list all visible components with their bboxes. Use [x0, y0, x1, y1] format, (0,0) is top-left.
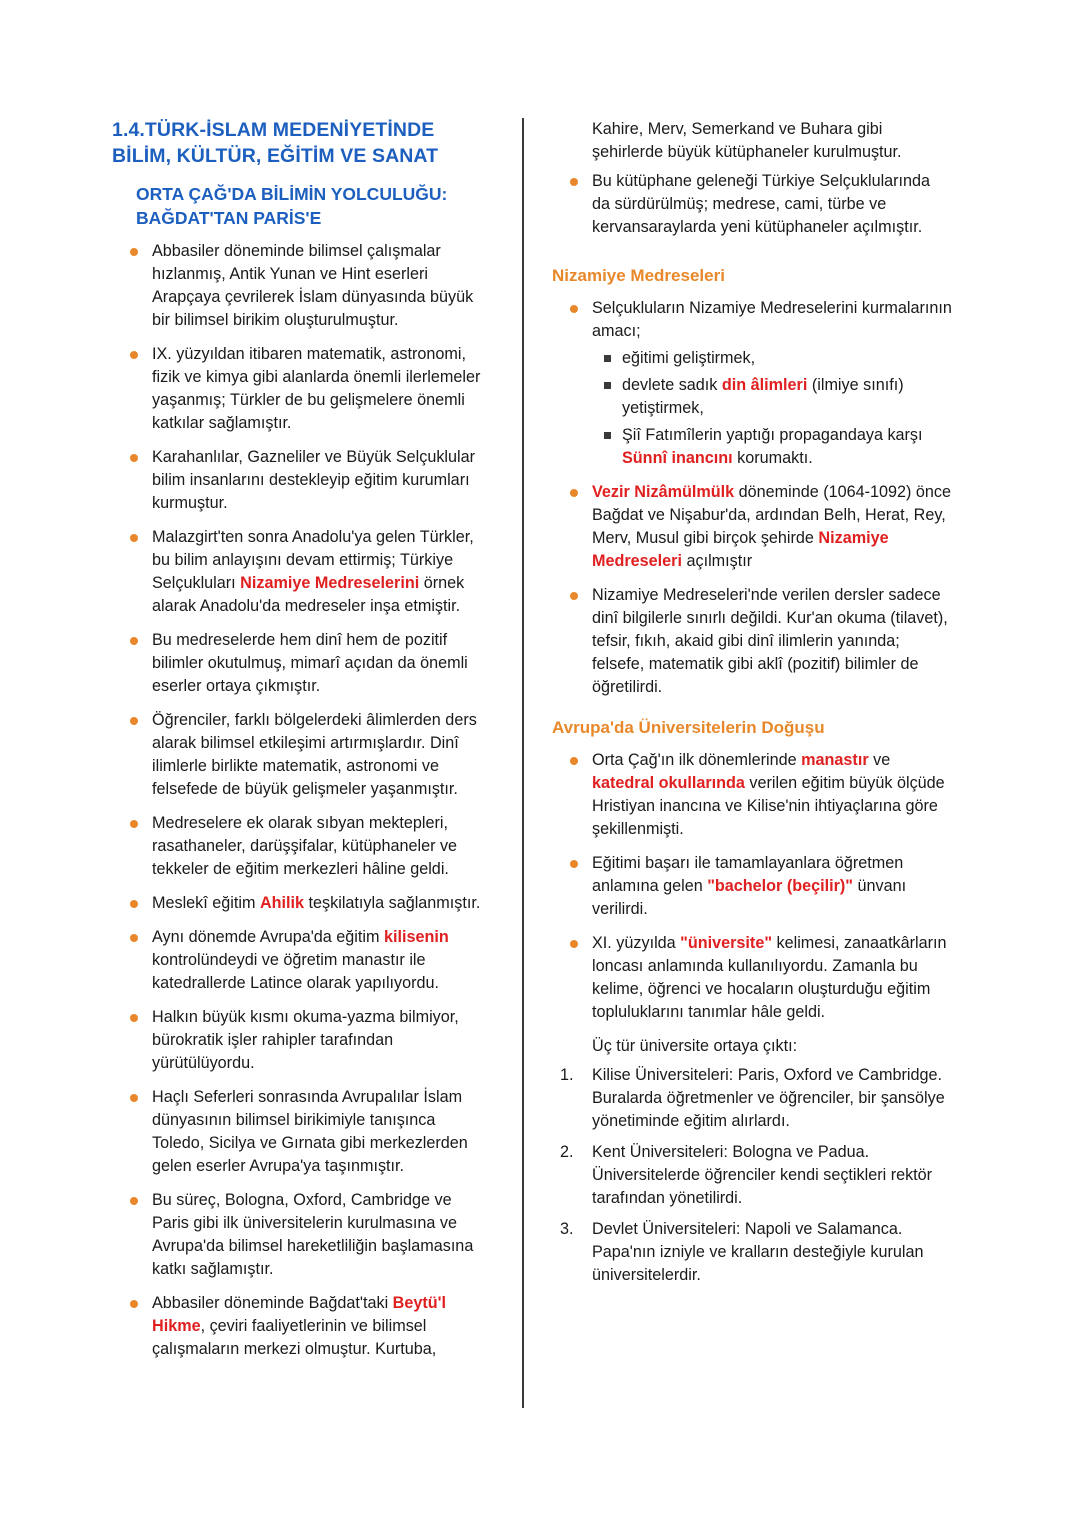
bullet-text-part1: Eğitimi başarı ile tamamlayanlara öğretmen anlamına gelen [592, 854, 904, 896]
bullet-text-part2: teşkilatıyla sağlanmıştır. [304, 894, 481, 912]
numbered-text: Devlet Üniversiteleri: Napoli ve Salamanca. Papa'nın izniyle ve kralların desteğiyle kurulan üniversitelerdir. [592, 1220, 924, 1285]
bullet-text-part2: açılmıştır [681, 552, 753, 571]
sub-text-before: eğitimi geliştirmek, [622, 349, 756, 368]
bullet-text: Nizamiye Medreseleri'nde verilen dersler sadece dinî bilgilerle sınırlı değildi. Kur'an okuma (tilavet), tefsir, fıkıh, akaid gibi dinî ilimlerin yanında; felsefe, matematik gibi aklî (pozitif) bilimler de öğretilirdi. [592, 586, 948, 697]
list-item [112, 812, 488, 881]
list-item-kilise [112, 926, 488, 995]
highlight-vezir-nizamulmulk: Vezir Nizâmülmülk [592, 483, 735, 502]
avrupa-heading: Avrupa'da Üniversitelerin Doğuşu [552, 718, 825, 738]
sub-list-item [592, 347, 952, 370]
universite-numbered-list [552, 1064, 952, 1287]
sub-text-after: (ilmiye sınıfı) yetiştirmek, [622, 376, 904, 418]
nizamiye-heading: Nizamiye Medreseleri [552, 266, 725, 285]
bullet-text: Öğrenciler, farklı bölgelerdeki âlimlerden ders alarak bilimsel etkileşimi artırmışlardır. Dinî ilimlerle birlikte matematik, astronomi ve felsefede de büyük gelişmeler yaşanmıştır. [152, 711, 477, 798]
list-item [552, 584, 952, 699]
bullet-text: Karahanlılar, Gazneliler ve Büyük Selçuklular bilim insanlarını destekleyip eğitim kurumları kurmuştur. [152, 448, 476, 512]
column-divider [522, 118, 524, 1408]
bullet-text-part1: Malazgirt'ten sonra Anadolu'ya gelen Türkler, bu bilim anlayışını devam ettirmiş; Türkiye Selçukluları [152, 528, 474, 592]
bullet-text: Haçlı Seferleri sonrasında Avrupalılar İslam dünyasının bilimsel birikimiyle tanışınca Toledo, Sicilya ve Gırnata gibi merkezlerden gelen eserler Avrupa'ya taşınmıştır. [152, 1088, 468, 1175]
bullet-text: Medreselere ek olarak sıbyan mektepleri, rasathaneler, darüşşifalar, kütüphaneler ve tekkeler de eğitim merkezleri hâline geldi. [152, 814, 458, 878]
sub-text-before: Şiî Fatımîlerin yaptığı propagandaya karşı [622, 426, 923, 445]
right-column [552, 118, 952, 1418]
bullet-text: Halkın büyük kısmı okuma-yazma bilmiyor, bürokratik işler rahipler tarafından yürütülüyordu. [152, 1008, 459, 1072]
list-item-beytul-hikme [112, 1292, 488, 1361]
numbered-text: Kilise Üniversiteleri: Paris, Oxford ve Cambridge. Buralarda öğretmenler ve öğrenciler, bir şansölye yönetiminde eğitim alırlardı. [592, 1066, 945, 1131]
bullet-text: Bu kütüphane geleneği Türkiye Selçuklularında da sürdürülmüş; medrese, cami, türbe ve kervansaraylarda yeni kütüphaneler açılmıştır. [592, 172, 931, 236]
highlight-nizamiye-medreselerini: Nizamiye Medreselerini [240, 574, 420, 592]
bullet-text-part3: verilen eğitim büyük ölçüde Hristiyan inancına ve Kilise'nin ihtiyaçlarına göre şekillenmişti. [592, 774, 945, 839]
list-item-vezir [552, 481, 952, 573]
bullet-text-part1: Abbasiler döneminde Bağdat'taki [152, 1294, 393, 1312]
list-item [112, 1086, 488, 1178]
highlight-bachelor: "bachelor (beçilir)" [707, 877, 853, 896]
two-column-layout [112, 118, 972, 1418]
numbered-text: Kent Üniversiteleri: Bologna ve Padua. Üniversitelerde öğrenciler kendi seçtikleri rektör tarafından yönetilirdi. [592, 1143, 933, 1208]
numbered-list-item [552, 1218, 952, 1287]
bullet-text: IX. yüzyıldan itibaren matematik, astronomi, fizik ve kimya gibi alanlarda önemli ilerlemeler yaşanmış; Türkler de bu gelişmelere önemli katkılar sağlamıştır. [152, 345, 481, 432]
bullet-text-part1: XI. yüzyılda [592, 934, 681, 953]
right-bullet-list-top [552, 170, 952, 239]
bullet-text-part1: döneminde (1064-1092) önce Bağdat ve Nişabur'da, ardından Belh, Herat, Rey, Merv, Musul gibi birçok şehirde [592, 483, 952, 548]
list-item [112, 1189, 488, 1281]
highlight-katedral-okullarinda: katedral okullarında [592, 774, 745, 793]
list-item-malazgirt [112, 526, 488, 618]
highlight-sunni-inancini: Sünnî inancını [622, 449, 733, 468]
bullet-text: Selçukluların Nizamiye Medreselerini kurmalarının amacı; [592, 299, 952, 341]
highlight-ahilik: Ahilik [259, 894, 305, 912]
list-item [112, 240, 488, 332]
list-item [552, 170, 952, 239]
highlight-kilisenin: kilisenin [383, 928, 449, 946]
bullet-text: Bu medreselerde hem dinî hem de pozitif bilimler okutulmuş, mimarî açıdan da önemli eserler ortaya çıkmıştır. [152, 631, 468, 695]
bullet-text-part2: kelimesi, zanaatkârların loncası anlamında kullanılıyordu. Zamanla bu kelime, öğrenci ve hocaların oluşturduğu eğitim topluluklarını tanımlar hâle geldi. [592, 934, 947, 1022]
list-item [112, 1006, 488, 1075]
section-subtitle: ORTA ÇAĞ'DA BİLİMİN YOLCULUĞU: BAĞDAT'TAN PARİS'E [136, 184, 448, 228]
bullet-text-part2: ve [868, 751, 891, 770]
bullet-text: Bu süreç, Bologna, Oxford, Cambridge ve Paris gibi ilk üniversitelerin kurulmasına ve Avrupa'da bilimsel hareketliliğin başlamasına katkı sağlamıştır. [152, 1191, 474, 1278]
uc-tur-universite-line: Üç tür üniversite ortaya çıktı: [592, 1037, 798, 1056]
nizamiye-bullet-list [552, 297, 952, 699]
list-item [112, 709, 488, 801]
highlight-manastir: manastır [801, 751, 869, 770]
bullet-text-part2: ünvanı verilirdi. [592, 877, 907, 919]
highlight-din-alimleri: din âlimleri [721, 376, 808, 395]
sub-text-before: devlete sadık [622, 376, 722, 395]
numbered-list-item [552, 1141, 952, 1210]
bullet-text-part2: kontrolündeydi ve öğretim manastır ile katedrallerde Latince olarak yapılıyordu. [152, 951, 440, 992]
list-item [112, 629, 488, 698]
left-bullet-list [112, 240, 488, 1361]
bullet-text-part2: , çeviri faaliyetlerinin ve bilimsel çalışmaların merkezi olmuştur. Kurtuba, [152, 1317, 437, 1358]
numbered-list-item [552, 1064, 952, 1133]
highlight-beytul-hikme: Beytü'l Hikme [152, 1294, 446, 1335]
highlight-nizamiye-medreseleri: Nizamiye Medreseleri [592, 529, 889, 571]
list-item-bachelor [552, 852, 952, 921]
sub-text-after: korumaktı. [732, 449, 813, 468]
list-item [112, 343, 488, 435]
avrupa-bullet-list [552, 749, 952, 1024]
list-item-nizamiye-intro [552, 297, 952, 470]
list-item-universite [552, 932, 952, 1024]
highlight-universite: "üniversite" [680, 934, 772, 953]
left-column [112, 118, 512, 1418]
continuation-text: Kahire, Merv, Semerkand ve Buhara gibi şehirlerde büyük kütüphaneler kurulmuştur. [592, 120, 902, 161]
sub-list-item [592, 424, 952, 470]
list-item-ahilik [112, 892, 488, 915]
bullet-text-part1: Meslekî eğitim [152, 894, 260, 912]
list-item-manastir [552, 749, 952, 841]
bullet-text-part2: örnek alarak Anadolu'da medreseler inşa etmiştir. [152, 574, 465, 615]
bullet-text-part1: Aynı dönemde Avrupa'da eğitim [152, 928, 384, 946]
bullet-text: Abbasiler döneminde bilimsel çalışmalar hızlanmış, Antik Yunan ve Hint eserleri Arapçaya çevrilerek İslam dünyasında büyük bir bilimsel birikim oluşturulmuştur. [152, 242, 474, 329]
bullet-text-part1: Orta Çağ'ın ilk dönemlerinde [592, 751, 802, 770]
list-item [112, 446, 488, 515]
sub-list-item [592, 374, 952, 420]
page-title: 1.4.TÜRK-İSLAM MEDENİYETİNDE BİLİM, KÜLTÜR, EĞİTİM VE SANAT [112, 119, 439, 167]
nizamiye-sub-list [592, 347, 952, 470]
